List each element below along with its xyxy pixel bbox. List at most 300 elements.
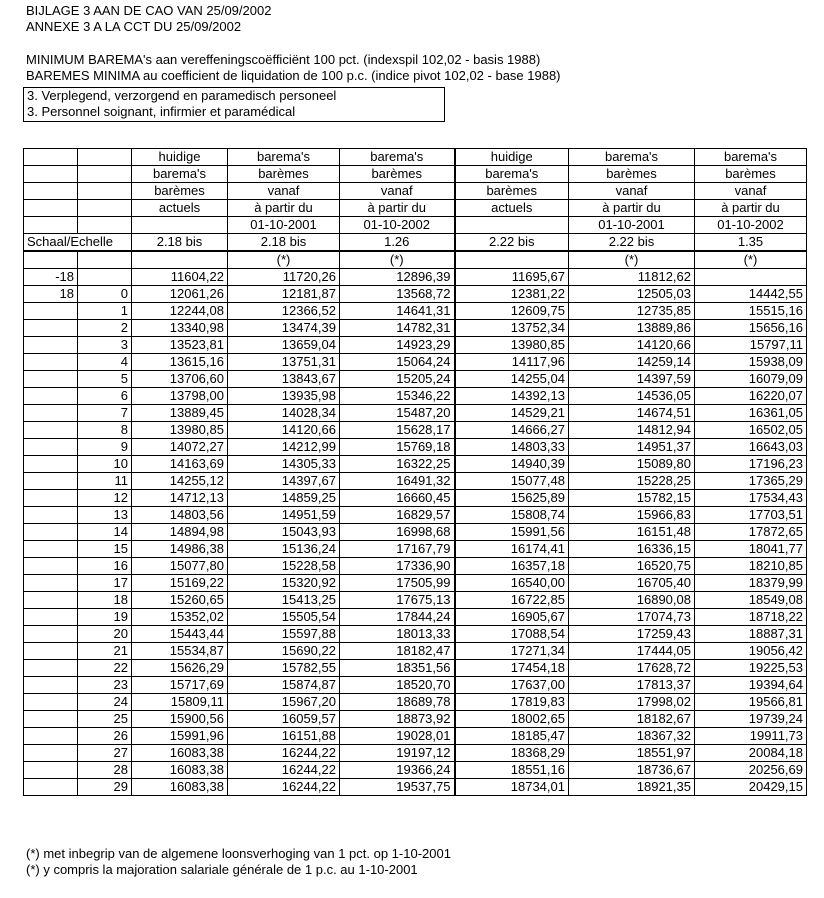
salary-cell: 20256,69 xyxy=(695,762,807,779)
table-row xyxy=(24,286,807,303)
salary-cell: 15991,56 xyxy=(455,524,569,541)
table-row xyxy=(24,354,807,371)
header-row xyxy=(24,166,807,183)
table-row xyxy=(24,609,807,626)
salary-cell: 15626,29 xyxy=(132,660,228,677)
step-cell: 22 xyxy=(78,660,132,677)
footnote-fr: (*) y compris la majoration salariale générale de 1 p.c. au 1-10-2001 xyxy=(26,862,418,877)
salary-cell: 13980,85 xyxy=(132,422,228,439)
note-marker xyxy=(455,251,569,269)
salary-cell: 15487,20 xyxy=(340,405,455,422)
salary-cell: 15205,24 xyxy=(340,371,455,388)
step-cell: 20 xyxy=(78,626,132,643)
seniority-cell xyxy=(24,354,78,371)
salary-cell: 18549,08 xyxy=(695,592,807,609)
salary-cell: 14986,38 xyxy=(132,541,228,558)
salary-cell: 16705,40 xyxy=(569,575,695,592)
seniority-cell xyxy=(24,745,78,762)
salary-cell: 13889,45 xyxy=(132,405,228,422)
step-cell: 25 xyxy=(78,711,132,728)
salary-cell: 14259,14 xyxy=(569,354,695,371)
step-cell: 14 xyxy=(78,524,132,541)
salary-cell: 15656,16 xyxy=(695,320,807,337)
column-header: à partir du xyxy=(695,200,807,217)
note-marker: (*) xyxy=(569,251,695,269)
salary-cell: 14117,96 xyxy=(455,354,569,371)
salary-cell: 12505,03 xyxy=(569,286,695,303)
header-blank-cell xyxy=(24,200,78,217)
salary-cell: 13980,85 xyxy=(455,337,569,354)
salary-cell: 16890,08 xyxy=(569,592,695,609)
header-blank-cell xyxy=(24,149,78,166)
salary-cell: 17534,43 xyxy=(695,490,807,507)
seniority-cell xyxy=(24,592,78,609)
table-row xyxy=(24,711,807,728)
seniority-cell xyxy=(24,524,78,541)
column-header: barema's xyxy=(695,149,807,166)
salary-cell: 17259,43 xyxy=(569,626,695,643)
salary-cell: 16220,07 xyxy=(695,388,807,405)
category-nl: 3. Verplegend, verzorgend en paramedisch personeel xyxy=(27,88,337,103)
salary-cell: 17819,83 xyxy=(455,694,569,711)
column-header: vanaf xyxy=(340,183,455,200)
header-blank-cell xyxy=(78,149,132,166)
salary-cell: 16244,22 xyxy=(228,779,340,796)
table-row xyxy=(24,694,807,711)
seniority-cell xyxy=(24,626,78,643)
salary-cell: 19537,75 xyxy=(340,779,455,796)
seniority-cell xyxy=(24,337,78,354)
salary-cell: 14951,59 xyxy=(228,507,340,524)
salary-cell: 18520,70 xyxy=(340,677,455,694)
salary-cell: 15413,25 xyxy=(228,592,340,609)
salary-cell: 13889,86 xyxy=(569,320,695,337)
salary-cell: 11720,26 xyxy=(228,269,340,286)
salary-cell: 12061,26 xyxy=(132,286,228,303)
salary-cell: 14803,33 xyxy=(455,439,569,456)
salary-cell: 14782,31 xyxy=(340,320,455,337)
salary-cell: 14894,98 xyxy=(132,524,228,541)
table-row xyxy=(24,371,807,388)
salary-cell: 15505,54 xyxy=(228,609,340,626)
table-row xyxy=(24,745,807,762)
column-header: 01-10-2002 xyxy=(695,217,807,234)
salary-cell: 14529,21 xyxy=(455,405,569,422)
table-row xyxy=(24,541,807,558)
salary-cell: 14666,27 xyxy=(455,422,569,439)
salary-cell: 18379,99 xyxy=(695,575,807,592)
seniority-cell xyxy=(24,762,78,779)
step-cell xyxy=(78,269,132,286)
salary-cell: 14255,04 xyxy=(455,371,569,388)
salary-cell: 16151,88 xyxy=(228,728,340,745)
table-row xyxy=(24,269,807,286)
salary-cell: 13935,98 xyxy=(228,388,340,405)
column-header: huidige xyxy=(132,149,228,166)
salary-cell: 15346,22 xyxy=(340,388,455,405)
step-cell: 19 xyxy=(78,609,132,626)
salary-cell: 17872,65 xyxy=(695,524,807,541)
salary-cell: 16722,85 xyxy=(455,592,569,609)
salary-cell: 15077,48 xyxy=(455,473,569,490)
salary-cell: 18182,67 xyxy=(569,711,695,728)
salary-cell: 15320,92 xyxy=(228,575,340,592)
salary-cell: 13752,34 xyxy=(455,320,569,337)
table-row xyxy=(24,728,807,745)
column-header: barèmes xyxy=(695,166,807,183)
salary-cell: 15782,55 xyxy=(228,660,340,677)
salary-cell: 15597,88 xyxy=(228,626,340,643)
column-header: barema's xyxy=(132,166,228,183)
column-header: barèmes xyxy=(228,166,340,183)
salary-cell: 15900,56 xyxy=(132,711,228,728)
seniority-cell xyxy=(24,643,78,660)
blank-cell xyxy=(24,251,78,269)
salary-cell: 17074,73 xyxy=(569,609,695,626)
subtitle-nl: MINIMUM BAREMA's aan vereffeningscoëfficiënt 100 pct. (indexspil 102,02 - basis 1988) xyxy=(26,52,541,67)
column-header: barema's xyxy=(340,149,455,166)
seniority-cell xyxy=(24,490,78,507)
step-cell: 28 xyxy=(78,762,132,779)
salary-cell: 17444,05 xyxy=(569,643,695,660)
salary-cell: 15809,11 xyxy=(132,694,228,711)
salary-cell: 19366,24 xyxy=(340,762,455,779)
salary-cell: 18013,33 xyxy=(340,626,455,643)
header-blank-cell xyxy=(78,183,132,200)
note-marker: (*) xyxy=(340,251,455,269)
salary-cell: 13659,04 xyxy=(228,337,340,354)
salary-cell: 14812,94 xyxy=(569,422,695,439)
salary-cell: 16244,22 xyxy=(228,745,340,762)
salary-cell: 16244,22 xyxy=(228,762,340,779)
subtitle-fr: BAREMES MINIMA au coefficient de liquidation de 100 p.c. (indice pivot 102,02 - base 1988) xyxy=(26,68,561,83)
table-row xyxy=(24,388,807,405)
column-header: barema's xyxy=(228,149,340,166)
salary-cell: 16361,05 xyxy=(695,405,807,422)
salary-cell: 15967,20 xyxy=(228,694,340,711)
scale-value: 1.26 xyxy=(340,234,455,252)
salary-cell: 16174,41 xyxy=(455,541,569,558)
column-header: barèmes xyxy=(340,166,455,183)
salary-cell: 18736,67 xyxy=(569,762,695,779)
salary-cell: 18887,31 xyxy=(695,626,807,643)
seniority-cell xyxy=(24,694,78,711)
salary-cell: 15260,65 xyxy=(132,592,228,609)
table-row xyxy=(24,456,807,473)
scale-value: 2.22 bis xyxy=(569,234,695,252)
salary-cell: 12735,85 xyxy=(569,303,695,320)
salary-cell: 15938,09 xyxy=(695,354,807,371)
seniority-cell xyxy=(24,711,78,728)
salary-cell: 13843,67 xyxy=(228,371,340,388)
seniority-cell xyxy=(24,473,78,490)
step-cell: 0 xyxy=(78,286,132,303)
salary-cell: 14072,27 xyxy=(132,439,228,456)
salary-cell: 17336,90 xyxy=(340,558,455,575)
seniority-cell xyxy=(24,320,78,337)
step-cell: 16 xyxy=(78,558,132,575)
salary-cell: 14641,31 xyxy=(340,303,455,320)
salary-cell: 14442,55 xyxy=(695,286,807,303)
column-header: barèmes xyxy=(132,183,228,200)
seniority-cell xyxy=(24,303,78,320)
salary-cell: 11695,67 xyxy=(455,269,569,286)
category-box xyxy=(23,87,445,122)
step-cell: 13 xyxy=(78,507,132,524)
salary-cell: 14392,13 xyxy=(455,388,569,405)
column-header: 01-10-2001 xyxy=(569,217,695,234)
table-row xyxy=(24,473,807,490)
table-row xyxy=(24,405,807,422)
salary-cell: 14397,67 xyxy=(228,473,340,490)
salary-cell: 16520,75 xyxy=(569,558,695,575)
salary-cell: 14859,25 xyxy=(228,490,340,507)
salary-cell: 12181,87 xyxy=(228,286,340,303)
salary-cell: 14212,99 xyxy=(228,439,340,456)
column-header: à partir du xyxy=(340,200,455,217)
note-marker: (*) xyxy=(695,251,807,269)
salary-cell: 16491,32 xyxy=(340,473,455,490)
header-row xyxy=(24,149,807,166)
scale-label: Schaal/Echelle xyxy=(24,234,132,252)
column-header xyxy=(132,217,228,234)
annex-title-fr: ANNEXE 3 A LA CCT DU 25/09/2002 xyxy=(26,19,242,34)
step-cell: 15 xyxy=(78,541,132,558)
column-header: vanaf xyxy=(695,183,807,200)
step-cell: 17 xyxy=(78,575,132,592)
salary-cell: 15352,02 xyxy=(132,609,228,626)
step-cell: 6 xyxy=(78,388,132,405)
column-header: actuels xyxy=(132,200,228,217)
annex-title-nl: BIJLAGE 3 AAN DE CAO VAN 25/09/2002 xyxy=(26,3,272,18)
seniority-cell xyxy=(24,575,78,592)
salary-cell: 14712,13 xyxy=(132,490,228,507)
step-cell: 10 xyxy=(78,456,132,473)
table-row xyxy=(24,592,807,609)
salary-cell: 17998,02 xyxy=(569,694,695,711)
step-cell: 2 xyxy=(78,320,132,337)
salary-cell: 17196,23 xyxy=(695,456,807,473)
salary-cell: 17628,72 xyxy=(569,660,695,677)
salary-cell: 14028,34 xyxy=(228,405,340,422)
salary-cell: 17637,00 xyxy=(455,677,569,694)
salary-cell: 12366,52 xyxy=(228,303,340,320)
salary-cell: 15874,87 xyxy=(228,677,340,694)
salary-cell: 16083,38 xyxy=(132,745,228,762)
seniority-cell xyxy=(24,728,78,745)
salary-cell: 19394,64 xyxy=(695,677,807,694)
salary-cell: 17505,99 xyxy=(340,575,455,592)
seniority-cell xyxy=(24,405,78,422)
salary-cell: 16829,57 xyxy=(340,507,455,524)
step-cell: 21 xyxy=(78,643,132,660)
salary-cell: 16079,09 xyxy=(695,371,807,388)
salary-cell: 17703,51 xyxy=(695,507,807,524)
salary-cell: 18367,32 xyxy=(569,728,695,745)
salary-cell: 20429,15 xyxy=(695,779,807,796)
salary-cell: 18002,65 xyxy=(455,711,569,728)
seniority-cell xyxy=(24,507,78,524)
header-blank-cell xyxy=(78,200,132,217)
step-cell: 12 xyxy=(78,490,132,507)
salary-cell: 13615,16 xyxy=(132,354,228,371)
salary-cell: 15043,93 xyxy=(228,524,340,541)
salary-cell: 17813,37 xyxy=(569,677,695,694)
column-header: barema's xyxy=(455,166,569,183)
salary-cell: 15966,83 xyxy=(569,507,695,524)
salary-cell: 19225,53 xyxy=(695,660,807,677)
salary-cell: 11812,62 xyxy=(569,269,695,286)
salary-cell: 12381,22 xyxy=(455,286,569,303)
salary-cell: 16083,38 xyxy=(132,779,228,796)
table-row xyxy=(24,626,807,643)
step-cell: 26 xyxy=(78,728,132,745)
step-cell: 18 xyxy=(78,592,132,609)
salary-cell: 19566,81 xyxy=(695,694,807,711)
salary-cell: 15169,22 xyxy=(132,575,228,592)
header-row xyxy=(24,200,807,217)
salary-cell: 19197,12 xyxy=(340,745,455,762)
salary-cell: 16905,67 xyxy=(455,609,569,626)
table-row xyxy=(24,762,807,779)
header-row xyxy=(24,217,807,234)
step-cell: 4 xyxy=(78,354,132,371)
salary-cell: 18718,22 xyxy=(695,609,807,626)
seniority-cell xyxy=(24,541,78,558)
column-header: barèmes xyxy=(569,166,695,183)
table-row xyxy=(24,320,807,337)
salary-cell: 14255,12 xyxy=(132,473,228,490)
step-cell: 27 xyxy=(78,745,132,762)
table-row xyxy=(24,575,807,592)
salary-cell: 18351,56 xyxy=(340,660,455,677)
scale-row xyxy=(24,234,807,252)
salary-cell: 14803,56 xyxy=(132,507,228,524)
step-cell: 8 xyxy=(78,422,132,439)
salary-cell: 16059,57 xyxy=(228,711,340,728)
column-header xyxy=(455,217,569,234)
salary-cell: 15797,11 xyxy=(695,337,807,354)
step-cell: 9 xyxy=(78,439,132,456)
salary-cell: 14163,69 xyxy=(132,456,228,473)
salary-cell: 15690,22 xyxy=(228,643,340,660)
salary-cell: 19739,24 xyxy=(695,711,807,728)
salary-cell: 18210,85 xyxy=(695,558,807,575)
salary-cell: 16083,38 xyxy=(132,762,228,779)
seniority-cell xyxy=(24,456,78,473)
seniority-cell xyxy=(24,558,78,575)
scale-value: 2.18 bis xyxy=(228,234,340,252)
column-header: 01-10-2001 xyxy=(228,217,340,234)
header-blank-cell xyxy=(78,166,132,183)
salary-cell: 15064,24 xyxy=(340,354,455,371)
salary-cell: 14397,59 xyxy=(569,371,695,388)
salary-cell: 13568,72 xyxy=(340,286,455,303)
column-header: à partir du xyxy=(228,200,340,217)
salary-scale-table xyxy=(23,148,807,796)
column-header: barema's xyxy=(569,149,695,166)
salary-cell: 14923,29 xyxy=(340,337,455,354)
header-blank-cell xyxy=(24,166,78,183)
header-row xyxy=(24,183,807,200)
salary-cell: 12244,08 xyxy=(132,303,228,320)
salary-cell: 15228,58 xyxy=(228,558,340,575)
salary-cell: 19028,01 xyxy=(340,728,455,745)
seniority-cell xyxy=(24,677,78,694)
salary-cell: 13340,98 xyxy=(132,320,228,337)
table-row xyxy=(24,643,807,660)
salary-cell: 15782,15 xyxy=(569,490,695,507)
note-marker-row xyxy=(24,251,807,269)
table-row xyxy=(24,490,807,507)
step-cell: 1 xyxy=(78,303,132,320)
seniority-cell xyxy=(24,371,78,388)
step-cell: 23 xyxy=(78,677,132,694)
salary-cell: 16660,45 xyxy=(340,490,455,507)
salary-cell: 17167,79 xyxy=(340,541,455,558)
salary-cell: 16643,03 xyxy=(695,439,807,456)
salary-cell: 12896,39 xyxy=(340,269,455,286)
table-row xyxy=(24,337,807,354)
salary-cell: 18041,77 xyxy=(695,541,807,558)
salary-cell: 15515,16 xyxy=(695,303,807,320)
table-row xyxy=(24,524,807,541)
footnote-nl: (*) met inbegrip van de algemene loonsverhoging van 1 pct. op 1-10-2001 xyxy=(26,846,451,861)
table-row xyxy=(24,507,807,524)
seniority-cell xyxy=(24,439,78,456)
salary-cell: 15089,80 xyxy=(569,456,695,473)
column-header: actuels xyxy=(455,200,569,217)
salary-cell: 18185,47 xyxy=(455,728,569,745)
seniority-cell xyxy=(24,388,78,405)
column-header: vanaf xyxy=(228,183,340,200)
salary-cell: 18551,97 xyxy=(569,745,695,762)
column-header: barèmes xyxy=(455,183,569,200)
salary-cell: 13798,00 xyxy=(132,388,228,405)
salary-cell: 19911,73 xyxy=(695,728,807,745)
seniority-cell: 18 xyxy=(24,286,78,303)
salary-cell: 13751,31 xyxy=(228,354,340,371)
salary-cell: 14674,51 xyxy=(569,405,695,422)
salary-cell: 15228,25 xyxy=(569,473,695,490)
table-row xyxy=(24,677,807,694)
header-blank-cell xyxy=(24,217,78,234)
salary-cell: 16540,00 xyxy=(455,575,569,592)
salary-cell: 14951,37 xyxy=(569,439,695,456)
seniority-cell xyxy=(24,779,78,796)
salary-cell: 17271,34 xyxy=(455,643,569,660)
scale-value: 1.35 xyxy=(695,234,807,252)
salary-cell: 14536,05 xyxy=(569,388,695,405)
salary-cell: 13474,39 xyxy=(228,320,340,337)
category-fr: 3. Personnel soignant, infirmier et paramédical xyxy=(27,104,296,119)
seniority-cell: -18 xyxy=(24,269,78,286)
scale-value: 2.22 bis xyxy=(455,234,569,252)
salary-cell: 16502,05 xyxy=(695,422,807,439)
salary-cell: 16151,48 xyxy=(569,524,695,541)
step-cell: 3 xyxy=(78,337,132,354)
salary-cell: 14305,33 xyxy=(228,456,340,473)
salary-cell: 16322,25 xyxy=(340,456,455,473)
column-header: huidige xyxy=(455,149,569,166)
table-row xyxy=(24,779,807,796)
salary-cell: 18551,16 xyxy=(455,762,569,779)
salary-cell: 13523,81 xyxy=(132,337,228,354)
salary-cell: 18873,92 xyxy=(340,711,455,728)
salary-cell: 15769,18 xyxy=(340,439,455,456)
seniority-cell xyxy=(24,609,78,626)
header-blank-cell xyxy=(78,217,132,234)
